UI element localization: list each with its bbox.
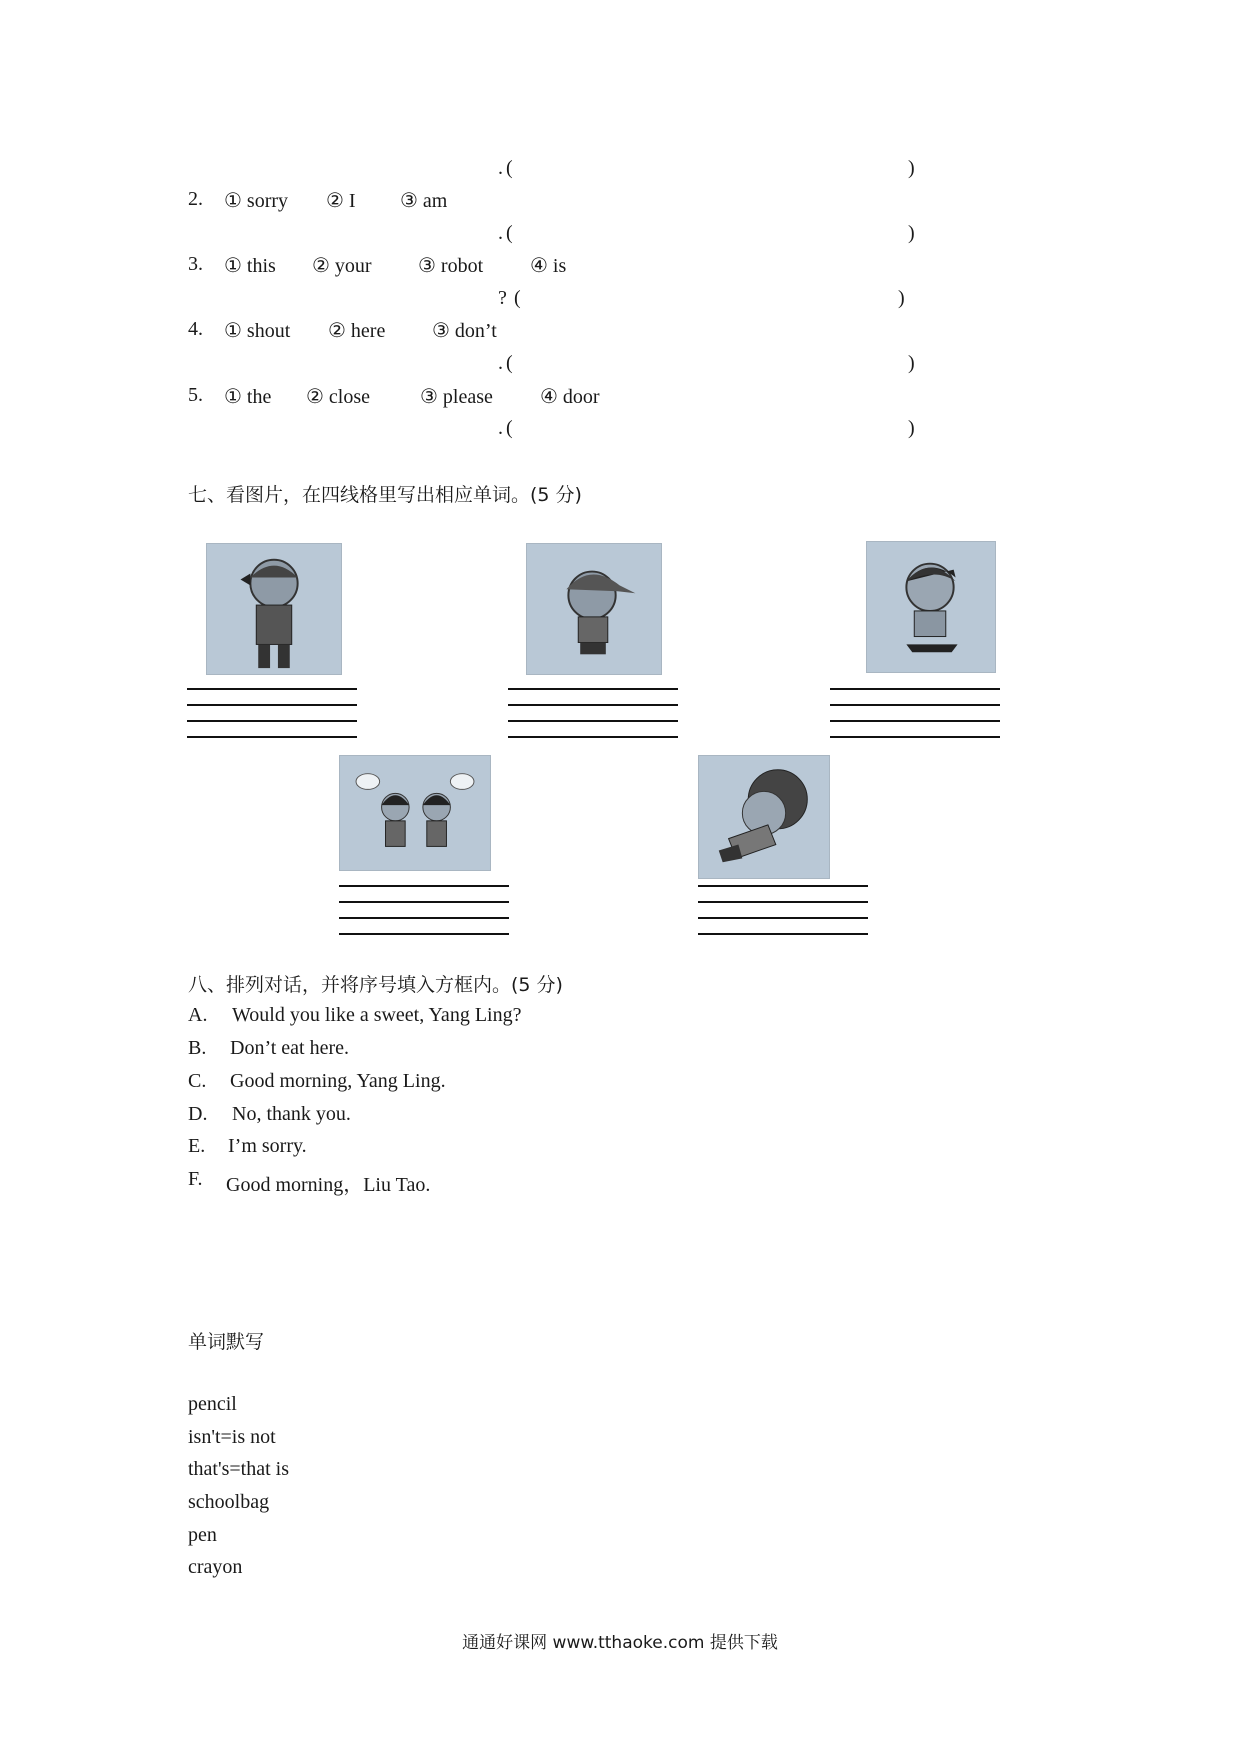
option: ① this — [224, 255, 276, 277]
section-8-title: 八、排列对话，并将序号填入方框内。(5 分) — [188, 974, 563, 996]
dialogue-text: Don’t eat here. — [230, 1037, 350, 1059]
option: ② here — [328, 320, 386, 342]
dialogue-line — [188, 1168, 431, 1196]
dialogue-line — [188, 1037, 350, 1060]
answer-end-mark: . — [498, 352, 503, 374]
answer-close-paren: ) — [908, 417, 915, 439]
answer-open-paren: ( — [506, 222, 513, 244]
option: ③ don’t — [432, 320, 497, 342]
option: ③ am — [400, 190, 448, 212]
option: ② close — [306, 386, 371, 408]
dialogue-letter: F. — [188, 1168, 203, 1190]
option: ③ robot — [418, 255, 484, 277]
dictation-word: crayon — [188, 1556, 243, 1578]
answer-open-paren: ( — [506, 352, 513, 374]
option: ② your — [312, 255, 372, 277]
footer-text: 通通好课网 www.tthaoke.com 提供下载 — [462, 1633, 778, 1653]
answer-row-1 — [498, 157, 918, 183]
boy-standing-illustration — [206, 543, 342, 675]
option: ③ please — [420, 386, 493, 408]
answer-row-2 — [498, 222, 918, 248]
dictation-word: pencil — [188, 1393, 237, 1415]
dictation-word: isn't=is not — [188, 1426, 276, 1448]
dialogue-line — [188, 1103, 351, 1126]
answer-open-paren: ( — [514, 287, 521, 309]
option: ④ is — [530, 255, 567, 277]
dialogue-text: Would you like a sweet, Yang Ling? — [232, 1004, 522, 1026]
dialogue-letter: E. — [188, 1135, 206, 1157]
dialogue-text: Good morning, Yang Ling. — [230, 1070, 446, 1092]
dialogue-letter: C. — [188, 1070, 207, 1092]
answer-close-paren: ) — [908, 222, 915, 244]
answer-end-mark: ? — [498, 287, 507, 309]
boy-with-cap-illustration — [526, 543, 662, 675]
answer-row-5 — [498, 417, 918, 443]
dialogue-line — [188, 1070, 446, 1093]
dialogue-line — [188, 1135, 307, 1158]
dialogue-letter: B. — [188, 1037, 207, 1059]
answer-open-paren: ( — [506, 417, 513, 439]
dialogue-letter: A. — [188, 1004, 208, 1026]
answer-close-paren: ) — [908, 157, 915, 179]
four-line-grid[interactable] — [830, 688, 1000, 740]
four-line-grid[interactable] — [339, 885, 509, 937]
dialogue-text: I’m sorry. — [228, 1135, 307, 1157]
option: ④ door — [540, 386, 600, 408]
option: ① sorry — [224, 190, 289, 212]
option: ② I — [326, 190, 356, 212]
answer-close-paren: ) — [898, 287, 905, 309]
question-number: 4. — [188, 318, 203, 340]
dictation-word: schoolbag — [188, 1491, 270, 1513]
dictation-word: that's=that is — [188, 1458, 289, 1480]
section-7-title: 七、看图片，在四线格里写出相应单词。(5 分) — [188, 484, 582, 506]
four-line-grid[interactable] — [187, 688, 357, 740]
two-girls-talking-illustration — [339, 755, 491, 871]
dictation-word: pen — [188, 1524, 217, 1546]
dialogue-letter: D. — [188, 1103, 208, 1125]
option: ① shout — [224, 320, 291, 342]
question-number: 2. — [188, 188, 203, 210]
answer-row-4 — [498, 352, 918, 378]
child-lying-illustration — [698, 755, 830, 879]
dialogue-text: No, thank you. — [232, 1103, 351, 1125]
dialogue-line — [188, 1004, 522, 1027]
answer-end-mark: . — [498, 157, 503, 179]
answer-end-mark: . — [498, 222, 503, 244]
four-line-grid[interactable] — [698, 885, 868, 937]
question-number: 5. — [188, 384, 203, 406]
dialogue-text: Good morning，Liu Tao. — [226, 1174, 431, 1196]
boy-sitting-illustration — [866, 541, 996, 673]
answer-open-paren: ( — [506, 157, 513, 179]
four-line-grid[interactable] — [508, 688, 678, 740]
question-number: 3. — [188, 253, 203, 275]
option: ① the — [224, 386, 272, 408]
answer-close-paren: ) — [908, 352, 915, 374]
answer-end-mark: . — [498, 417, 503, 439]
answer-row-3 — [498, 287, 918, 313]
dictation-title: 单词默写 — [188, 1331, 265, 1353]
